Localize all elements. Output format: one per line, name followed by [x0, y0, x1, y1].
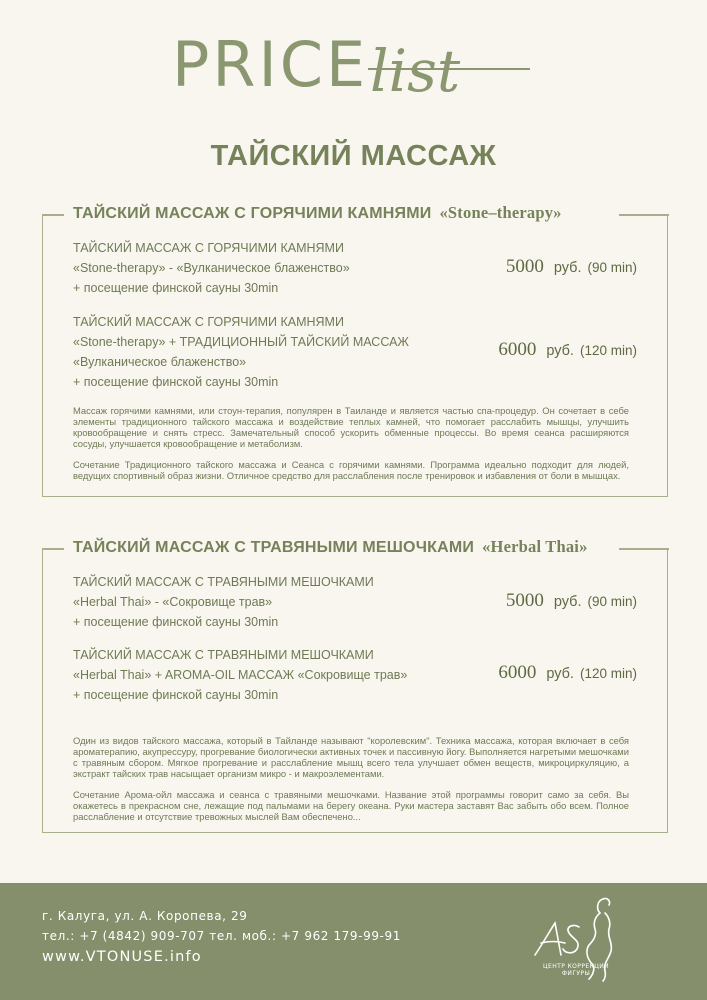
price-currency: руб. — [546, 343, 574, 359]
description-paragraph: Один из видов тайского массажа, который в Тайланде называют "королевским". Техника массажа, которая включает в себя ароматерапию, акупрессуру, прогревание биологически активных точек и пассивную йогу. Выполняется нагретыми мешочками с травяным сбором. Мягкое прогревание и расслабление мышц всего тела улучшает обмен веществ, микроциркуляцию, а экстракт тайских трав насыщает организм микро - и макроэлементами. — [73, 735, 629, 779]
footer-phones: тел.: +7 (4842) 909-707 тел. моб.: +7 962 179-99-91 — [42, 929, 401, 943]
item-price — [506, 590, 637, 612]
price-currency: руб. — [553, 594, 582, 610]
item-line: «Вулканическое блаженство» — [73, 355, 247, 369]
section-description — [73, 735, 629, 832]
section-title-text: ТАЙСКИЙ МАССАЖ С ГОРЯЧИМИ КАМНЯМИ — [73, 205, 432, 222]
item-line: + посещение финской сауны 30min — [73, 281, 279, 295]
price-duration: (90 min) — [587, 260, 637, 275]
frame-corner-right — [619, 548, 669, 550]
description-paragraph: Массаж горячими камнями, или стоун-терапия, популярен в Таиланде и является частью спа-процедур. Он сочетает в себе элементы традиционного тайского массажа и воздействие теплых камней, что помогает расслабить мышцы, улучшить кровообращение и снять стресс. Замечательный способ ускорить обменные процессы. Во время сеанса расширяются сосуды, улучшается кровообращение и метаболизм. — [73, 405, 629, 449]
footer — [0, 883, 707, 1000]
price-duration: (120 min) — [579, 666, 637, 681]
list-script-heading: list — [370, 37, 461, 105]
price-heading: PRICE — [172, 28, 369, 101]
section-title — [73, 203, 562, 223]
item-line: ТАЙСКИЙ МАССАЖ С ТРАВЯНЫМИ МЕШОЧКАМИ — [73, 648, 374, 662]
price-currency: руб. — [546, 666, 574, 682]
footer-website-link[interactable]: www.VTONUSE.info — [42, 949, 202, 965]
section-title-latin: «Stone–therapy» — [439, 203, 562, 222]
frame-corner-right — [619, 214, 669, 216]
item-line: + посещение финской сауны 30min — [73, 615, 279, 629]
section-title-latin: «Herbal Thai» — [482, 537, 588, 556]
item-line: + посещение финской сауны 30min — [73, 375, 279, 389]
page-title: ТАЙСКИЙ МАССАЖ — [210, 140, 497, 172]
logo-caption: ЦЕНТР КОРРЕКЦИИ ФИГУРЫ — [542, 963, 610, 977]
price-value: 5000 — [505, 590, 544, 611]
section-description — [73, 405, 629, 491]
item-line: «Stone-therapy» + ТРАДИЦИОННЫЙ ТАЙСКИЙ МАССАЖ — [73, 335, 409, 349]
price-value: 5000 — [505, 256, 544, 277]
brand-logo — [523, 893, 635, 985]
item-price — [506, 256, 637, 278]
description-paragraph: Сочетание Арома-ойл массажа и сеанса с травяными мешочками. Название этой программы говорит само за себя. Вы окажетесь в прекрасном сне, лежащие под пальмами на берегу океана. Руки мастера заставят Вас забыть обо всем. Полное расслабление и отсутствие тревожных мыслей Вам обеспечено... — [73, 789, 629, 822]
item-line: ТАЙСКИЙ МАССАЖ С ТРАВЯНЫМИ МЕШОЧКАМИ — [73, 575, 374, 589]
item-line: «Herbal Thai» - «Сокровище трав» — [73, 595, 273, 609]
item-line: «Stone-therapy» - «Вулканическое блаженство» — [73, 261, 350, 275]
price-currency: руб. — [553, 260, 582, 276]
price-duration: (90 min) — [587, 594, 637, 609]
item-line: + посещение финской сауны 30min — [73, 688, 279, 702]
item-line: ТАЙСКИЙ МАССАЖ С ГОРЯЧИМИ КАМНЯМИ — [73, 315, 344, 329]
item-price — [498, 339, 637, 361]
item-price — [498, 662, 637, 684]
description-paragraph: Сочетание Традиционного тайского массажа и Сеанса с горячими камнями. Программа идеально подходит для людей, ведущих спортивный образ жизни. Отличное средство для расслабления после тренировок и избавления от боли в мышцах. — [73, 459, 629, 481]
section-title-text: ТАЙСКИЙ МАССАЖ С ТРАВЯНЫМИ МЕШОЧКАМИ — [73, 539, 475, 556]
price-value: 6000 — [498, 662, 537, 683]
footer-address: г. Калуга, ул. А. Коропева, 29 — [42, 909, 248, 923]
price-duration: (120 min) — [579, 343, 637, 358]
section-title — [73, 537, 588, 557]
item-line: ТАЙСКИЙ МАССАЖ С ГОРЯЧИМИ КАМНЯМИ — [73, 241, 344, 255]
item-line: «Herbal Thai» + AROMA-OIL МАССАЖ «Сокровище трав» — [73, 668, 408, 682]
frame-corner-left — [42, 214, 64, 216]
frame-corner-left — [42, 548, 64, 550]
price-value: 6000 — [498, 339, 537, 360]
section-herbal-thai — [42, 537, 668, 833]
section-stone-therapy — [42, 203, 668, 497]
